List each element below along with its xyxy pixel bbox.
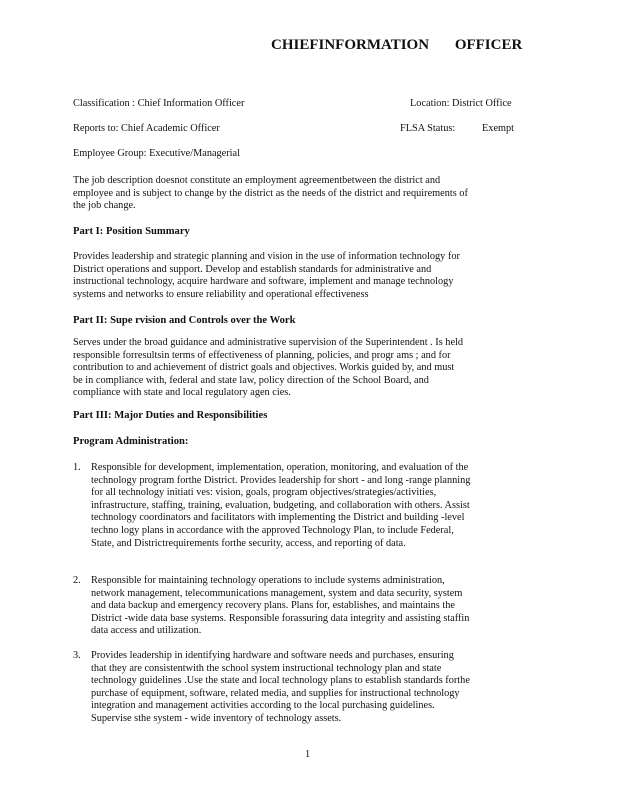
flsa-label: FLSA Status: xyxy=(400,123,456,134)
part1-paragraph xyxy=(73,251,460,301)
document-title xyxy=(271,37,522,54)
item-line: that they are consistentwith the school system instructional technology plan and state xyxy=(91,662,442,674)
item-line: District -wide data base systems. Responsible forassuring data integrity and assisting staffin xyxy=(91,612,470,624)
location: Location: District Office xyxy=(410,98,512,109)
item-line: infrastructure, staffing, training, evaluation, budgeting, and collaboration with others. Assist xyxy=(91,499,470,511)
part1-line: Provides leadership and strategic planning and vision in the use of information technology for xyxy=(73,251,460,262)
intro-line: employee and is subject to change by the district as the needs of the district and requirements of xyxy=(73,187,468,199)
part2-line: compliance with state and local regulatory agen cies. xyxy=(73,387,291,399)
part2-line: responsible forresultsin terms of effectiveness of planning, policies, and progr ams ; and for xyxy=(73,349,451,361)
part1-heading: Part I: Position Summary xyxy=(73,226,190,237)
part2-paragraph xyxy=(73,337,463,400)
list-item xyxy=(91,575,469,638)
part3-heading: Part III: Major Duties and Responsibilities xyxy=(73,410,268,421)
item-line: Supervise sthe system - wide inventory of technology assets. xyxy=(91,712,342,724)
item-line: technology guidelines .Use the state and local technology plans to establish standards forthe xyxy=(91,675,470,687)
item-number: 2. xyxy=(73,575,81,586)
part2-line: be in compliance with, federal and state law, policy direction of the School Board, and xyxy=(73,374,429,386)
part2-line: contribution to and achievement of district goals and objectives. Workis guided by, and must xyxy=(73,362,455,374)
intro-line: the job change. xyxy=(73,200,136,212)
item-line: data access and utilization. xyxy=(91,625,202,637)
item-line: Responsible for maintaining technology operations to include systems administration, xyxy=(91,575,445,586)
flsa-value: Exempt xyxy=(482,123,515,134)
part2-heading: Part II: Supe rvision and Controls over the Work xyxy=(73,315,296,326)
item-line: technology program forthe District. Provides leadership for short - and long -range planning xyxy=(91,474,471,486)
list-item xyxy=(91,462,470,550)
intro-paragraph xyxy=(73,175,468,213)
item-line: for all technology initiati ves: vision, goals, program objectives/strategies/activities, xyxy=(91,487,437,499)
item-line: and data backup and emergency recovery plans. Plans for, establishes, and maintains the xyxy=(91,600,455,612)
title-right: OFFICER xyxy=(454,37,523,53)
classification: Classification : Chief Information Officer xyxy=(73,98,245,109)
intro-line: The job description doesnot constitute an employment agreementbetween the district and xyxy=(73,175,441,186)
part1-line: instructional technology, acquire hardware and software, implement and manage technology xyxy=(73,276,454,288)
part2-line: Serves under the broad guidance and administrative supervision of the Superintendent . Is held xyxy=(73,337,464,348)
item-number: 3. xyxy=(73,650,81,661)
list-item xyxy=(91,650,470,726)
reports-to: Reports to: Chief Academic Officer xyxy=(73,123,220,134)
part1-line: systems and networks to ensure reliability and operational effectiveness xyxy=(73,288,369,300)
program-heading: Program Administration: xyxy=(73,436,189,447)
item-line: network management, telecommunications management, system and data security, system xyxy=(91,587,463,599)
item-line: State, and Districtrequirements forthe security, access, and reporting of data. xyxy=(91,537,406,549)
item-line: purchase of equipment, software, related media, and supplies for instructional technology xyxy=(91,687,460,699)
item-line: technology coordinators and facilitators with implementing the District and building -level xyxy=(91,512,465,524)
title-left: CHIEFINFORMATION xyxy=(271,37,430,53)
page-number: 1 xyxy=(305,749,311,760)
item-number: 1. xyxy=(73,462,81,473)
part1-line: District operations and support. Develop and establish standards for administrative and xyxy=(73,263,432,275)
item-line: Provides leadership in identifying hardware and software needs and purchases, ensuring xyxy=(91,650,454,661)
item-line: techno logy plans in accordance with the approved Technology Plan, to include Federal, xyxy=(91,524,454,536)
employee-group: Employee Group: Executive/Managerial xyxy=(73,148,240,159)
item-line: integration and management activities according to the local purchasing guidelines. xyxy=(91,700,435,712)
item-line: Responsible for development, implementation, operation, monitoring, and evaluation of the xyxy=(91,462,469,473)
